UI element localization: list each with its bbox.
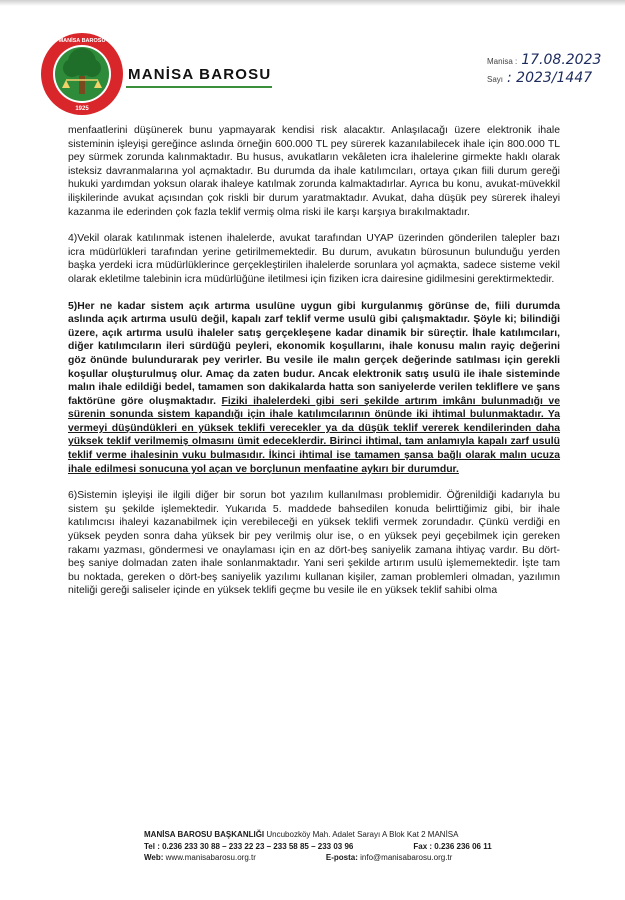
email-link[interactable]: info@manisabarosu.org.tr bbox=[360, 853, 453, 862]
tree-trunk-icon bbox=[79, 76, 85, 94]
date-line bbox=[487, 52, 601, 68]
letter-body bbox=[68, 124, 560, 611]
fax-number: 0.236 236 06 11 bbox=[434, 841, 492, 851]
paragraph-continuation: menfaatlerini düşünerek bunu yapmayarak kendisi risk alacaktır. Anlaşılacağı üzere elektronik ihale sisteminin işleyişi gereğince aslında örneğin 600.000 TL pey sürerek kazanılabilecek ihale için 800.000 TL pey sürmek zorunda kalınmaktadır. Bu husus, avukatların vekâleten icra ihalelerine girmekte haklı olarak isteksiz davranmalarına yol açmaktadır. Bu durumda da ihale katılımcıları, ortaya çıkan fiili durum gereği hukuki yardımdan yoksun olarak ihaleye katılmak zorunda kalmaktadırlar. Ayrıca bu konu, avukat-müvekkil ilişkilerinde avukat açısından çok riskli bir durum yaratmaktadır. Avukat, daha düşük pey sürerek ihaleyi kazanma ile ederinden çok fazla teklif vermiş olma riski ile karşı karşıya bırakılmaktadır. bbox=[68, 125, 560, 218]
number-line bbox=[487, 70, 592, 86]
org-name-underline bbox=[126, 86, 272, 88]
item-5-underlined-text: Fiziki ihalelerdeki gibi seri şekilde artırım imkânı bulunmadığı ve sürenin sonunda sistem kapandığı için ihale katılımcılarının önünde iki ihtimal bulunmaktadır. Ya vermeyi düşündükleri en yüksek teklifi verecekler ya da düşük teklif vererek kendilerinden daha yüksek teklif verilmemiş olmasını ümit edeceklerdir. Birinci ihtimal, tam anlamıyla kapalı zarf usulü teklif verme ihalesinin vuku bulmasıdır. İkinci ihtimal ise tamamen şansa bağlı olarak malın ucuza ihale edilmesi sonucuna yol açan ve borçlunun menfaatine aykırı bir durumdur. bbox=[68, 395, 560, 475]
number-label: Sayı bbox=[487, 75, 504, 84]
org-name: MANİSA BAROSU bbox=[128, 66, 272, 83]
web-label: Web: bbox=[144, 853, 166, 862]
footer-address: Uncubozköy Mah. Adalet Sarayı A Blok Kat 2 MANİSA bbox=[264, 830, 459, 839]
footer-address-row bbox=[144, 829, 492, 841]
letterhead-footer bbox=[144, 829, 492, 864]
tel-label: Tel : bbox=[144, 841, 163, 851]
paragraph-item-4: 4)Vekil olarak katılınmak istenen ihalelerde, avukat tarafından UYAP üzerinden gönderilen talepler bazı icra müdürlükleri tarafından yerine getirilmemektedir. Bu durum, avukatın bürosunun bulunduğu yerden başka yerdeki icra müdürlüklerince gerçekleştirilen ihalelerde sorunlara yol açmakta, sadece sisteme vekil olarak ekletilme talebinin icra müdürlüğüne iletilmesi için fiziken icra dairesine gidilmesini gerektirmektedir. bbox=[68, 233, 560, 285]
email-label: E-posta: bbox=[325, 853, 361, 862]
paragraph-item-6: 6)Sistemin işleyişi ile ilgili diğer bir sorun bot yazılım kullanılması problemidir. Öğrenildiği kadarıyla bu sistem şu şekilde işlemektedir. Yukarıda 5. maddede bahsedilen konuda belirttiğimiz gibi, bir ihale katılımcısı ihaleyi kazanabilmek için verebileceği en yüksek teklifi vermek zorundadır. Çünkü verdiği en yüksek peyden sonra daha yüksek bir pey verilmiş olur ise, o en yüksek peyi geçebilmek için gereken rakamı yazması, göndermesi ve onaylaması için en az dört-beş saniyelik zamana ihtiyaç vardır. Bu dört-beş saniye dolmadan zaten ihale sonlanmaktadır. Yani seri şekilde artırım usulü işlememektedir. İşte tam bu noktada, gereken o dört-beş saniyelik yazılımı kullanan kişiler, zaman problemleri olmadan, yazılımın niteliği gereği saliseler içinde en yüksek teklifi geçme bu vesile ile en yüksek teklif sahibi olma bbox=[68, 490, 560, 597]
footer-org: MANİSA BAROSU BAŞKANLIĞI bbox=[144, 830, 265, 839]
bar-association-logo bbox=[40, 32, 124, 116]
footer-web-row bbox=[144, 852, 492, 864]
tel-numbers: 0.236 233 30 88 – 233 22 23 – 233 58 85 – 233 03 96 bbox=[162, 841, 354, 851]
scan-edge bbox=[0, 0, 625, 6]
web-link[interactable]: www.manisabarosu.org.tr bbox=[165, 853, 256, 862]
city-label: Manisa : bbox=[487, 57, 518, 66]
svg-text:MANİSA BAROSU: MANİSA BAROSU bbox=[58, 38, 106, 44]
paragraph-item-5 bbox=[68, 300, 560, 477]
handwritten-date: 17.08.2023 bbox=[521, 52, 602, 68]
footer-phone-row bbox=[144, 841, 492, 853]
item-5-text: 5)Her ne kadar sistem açık artırma usulüne uygun gibi kurgulanmış görünse de, fiili durumda aslında açık artırma usulü değil, kapalı zarf teklif verme usulü gibi çalışmaktadır. Şöyle ki; bilindiği üzere, açık artırma usulü ihaleler satış gerçekleşene kadar dinamik bir süreçtir. İhale katılımcıları, diğer katılımcıların ileri sürdüğü peyleri, ekonomik koşullarını, ihale konusu malın rayiç değerini göz önünde bulundurarak pey verirler. Bu vesile ile malın gerçek değerinde satılması için gerekli koşullar oluşturulmuş olur. Amaç da zaten budur. Ancak elektronik satış usulü ile ihale sisteminde malın ihale edildiği bedel, tamamen son dakikalarda hatta son saniyelerde verilen tekliflere ve şans faktörüne göre oluşmaktadır. bbox=[68, 300, 560, 407]
svg-text:1925: 1925 bbox=[75, 106, 89, 112]
fax-label: Fax : bbox=[413, 841, 435, 851]
handwritten-number: : 2023/1447 bbox=[507, 70, 593, 86]
